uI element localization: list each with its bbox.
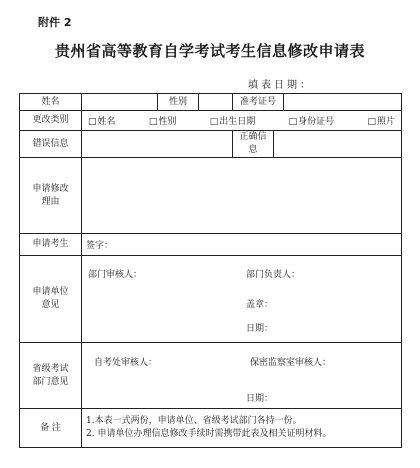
reason-label-line1: 申请修改 — [32, 183, 69, 194]
checkbox-gender[interactable]: □ 性别 — [149, 114, 177, 127]
name-label: 姓名 — [20, 94, 82, 111]
wrong-info-label: 错误信息 — [20, 131, 82, 158]
notes-label: 备 注 — [20, 409, 82, 448]
row-notes — [20, 409, 402, 448]
province-opinion-label — [20, 343, 82, 409]
gender-value-cell[interactable] — [199, 94, 233, 111]
row-applicant — [20, 234, 402, 256]
applicant-label: 申请考生 — [20, 234, 82, 256]
name-value-cell[interactable] — [82, 94, 158, 111]
province-opinion-label-line1: 省级考试 — [32, 363, 69, 374]
unit-opinion-label-line1: 申请单位 — [32, 287, 69, 297]
fill-date-label: 填表日期： — [248, 80, 313, 91]
row-unit-opinion — [20, 256, 402, 343]
row-change-category — [20, 111, 402, 131]
exam-office-reviewer-label: 自考处审核人： — [94, 358, 158, 368]
reason-label — [20, 158, 82, 234]
application-form-table — [19, 93, 402, 448]
checkbox-name[interactable]: □ 姓名 — [88, 114, 116, 127]
unit-reviewer-label: 部门审核人： — [88, 270, 143, 280]
province-date-label: 日期： — [246, 394, 274, 404]
change-category-label: 更改类别 — [20, 111, 82, 131]
unit-opinion-label-line2: 意见 — [41, 300, 60, 310]
unit-opinion-cell[interactable] — [82, 256, 402, 343]
note-line-2: 2. 申请单位办理信息修改手续时需携带此表及相关证明材料。 — [86, 429, 332, 439]
checkbox-id-number[interactable]: □ 身份证号 — [289, 114, 335, 127]
exam-number-value-cell[interactable] — [284, 94, 402, 111]
exam-number-label: 准考证号 — [233, 94, 284, 111]
checkbox-birth-date[interactable]: □ 出生日期 — [210, 114, 256, 127]
unit-head-label: 部门负责人： — [246, 270, 301, 280]
row-province-opinion — [20, 343, 402, 409]
row-basic — [20, 94, 402, 111]
province-opinion-cell[interactable] — [82, 343, 402, 409]
unit-seal-label: 盖章： — [246, 300, 274, 310]
applicant-sign-label: 签字： — [86, 241, 114, 251]
notes-cell — [82, 409, 402, 448]
unit-date-label: 日期： — [246, 324, 274, 334]
row-info — [20, 131, 402, 158]
applicant-sign-cell[interactable] — [82, 234, 402, 256]
reason-label-line2: 理由 — [41, 196, 60, 207]
checkbox-photo[interactable]: □ 照片 — [367, 114, 395, 127]
form-title: 贵州省高等教育自学考试考生信息修改申请表 — [54, 42, 365, 60]
gender-label: 性别 — [158, 94, 199, 111]
reason-value-cell[interactable] — [82, 158, 402, 234]
province-opinion-label-line2: 部门意见 — [32, 376, 69, 387]
change-category-options — [82, 111, 402, 131]
note-line-1: 1.本表一式两份，申请单位、省级考试部门各持一份。 — [86, 416, 302, 426]
attachment-label: 附件 2 — [38, 16, 72, 29]
row-reason — [20, 158, 402, 234]
wrong-info-value-cell[interactable] — [82, 131, 233, 158]
security-office-reviewer-label: 保密监察室审核人： — [250, 358, 332, 368]
unit-opinion-label — [20, 256, 82, 343]
correct-info-value-cell[interactable] — [274, 131, 402, 158]
correct-info-label: 正确信息 — [233, 131, 274, 158]
